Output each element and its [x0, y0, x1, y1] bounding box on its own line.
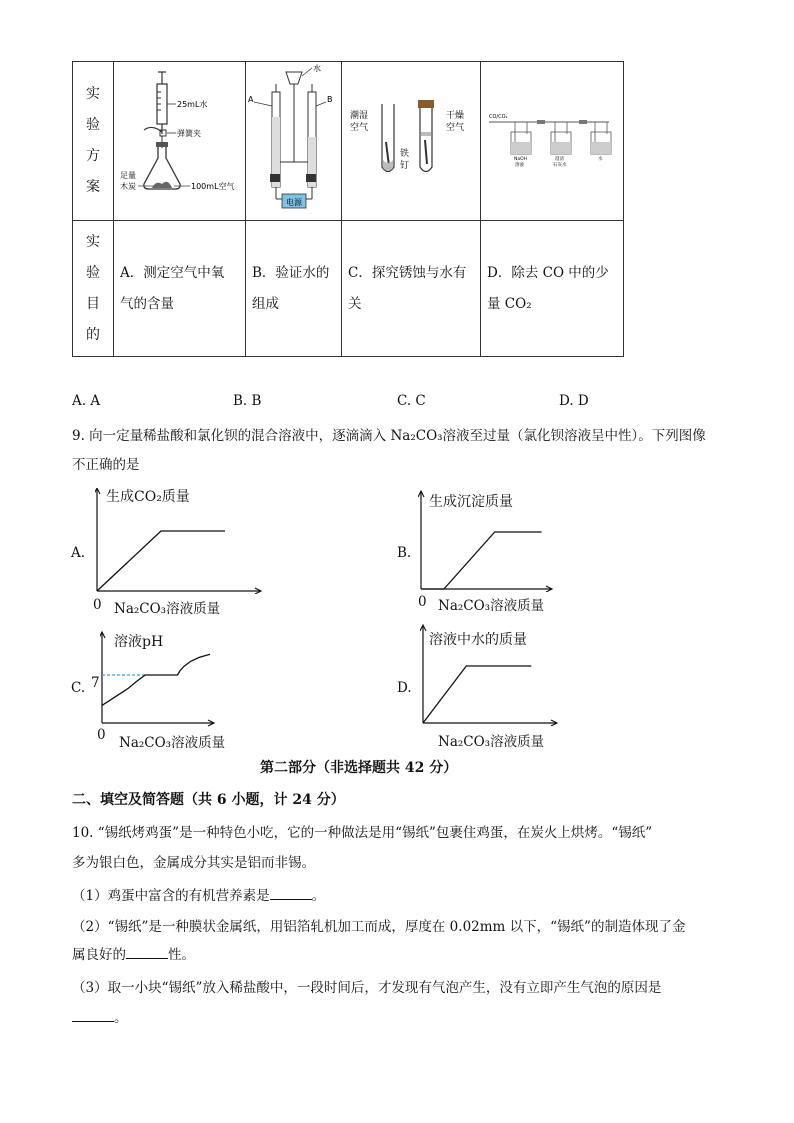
svg-text:石灰水: 石灰水	[553, 163, 567, 168]
q8-option-c: C. C	[397, 393, 426, 409]
svg-text:足量: 足量	[120, 171, 136, 180]
chart-a-origin: 0	[93, 597, 102, 613]
q10-sub2-line1: （2）“锡纸”是一种膜状金属纸，用铝箔轧机加工而成，厚度在 0.02mm 以下，“锡纸”的制造体现了金	[72, 919, 686, 935]
purpose-a: A．测定空气中氧 气的含量	[114, 221, 246, 357]
svg-text:澄清: 澄清	[555, 157, 564, 162]
series-line	[102, 654, 210, 705]
apparatus-c-diagram	[342, 62, 480, 216]
apparatus-b-cell	[246, 62, 342, 221]
purpose-b: B．验证水的 组成	[246, 221, 342, 357]
chart-a-ylabel: 生成CO₂质量	[106, 489, 190, 505]
apparatus-c-cell	[342, 62, 481, 221]
chart-c-tick-7: 7	[91, 675, 100, 691]
q8-option-d: D. D	[559, 393, 589, 409]
chart-a-xlabel: Na₂CO₃溶液质量	[114, 601, 221, 617]
svg-text:NaOH: NaOH	[514, 157, 528, 162]
experiment-table	[72, 61, 624, 357]
svg-text:空气: 空气	[350, 123, 369, 133]
q9-stem-line1: 9. 向一定量稀盐酸和氯化钡的混合溶液中，逐滴滴入 Na₂CO₃溶液至过量（氯化钡溶液呈中性）。下列图像	[72, 428, 706, 444]
q8-option-b: B. B	[233, 393, 262, 409]
q10-sub2-line2: 属良好的 性。	[72, 947, 195, 963]
svg-text:CO/CO₂: CO/CO₂	[489, 114, 508, 120]
chart-b-origin: 0	[418, 594, 427, 610]
series-line	[421, 532, 542, 589]
svg-text:溶液: 溶液	[515, 163, 524, 168]
q10-stem-line2: 多为银白色，金属成分其实是铝而非锡。	[72, 855, 315, 871]
svg-text:水: 水	[598, 157, 603, 162]
svg-text:干燥: 干燥	[446, 111, 465, 121]
series-line	[423, 666, 531, 723]
svg-text:潮湿: 潮湿	[350, 111, 369, 121]
svg-text:水: 水	[313, 64, 321, 73]
svg-text:B: B	[327, 95, 333, 104]
svg-text:A: A	[248, 95, 254, 104]
q10-stem-line1: 10. “锡纸烤鸡蛋”是一种特色小吃，它的一种做法是用“锡纸”包裹住鸡蛋，在炭火上烘烤。“锡纸”	[72, 825, 653, 841]
chart-d-option: D.	[397, 680, 412, 696]
q10-sub3-line1: （3）取一小块“锡纸”放入稀盐酸中，一段时间后，才发现有气泡产生，没有立即产生气泡的原因是	[72, 980, 662, 996]
svg-text:木炭: 木炭	[120, 182, 136, 191]
section2-title: 二、填空及简答题（共 6 小题，计 24 分）	[72, 792, 345, 808]
answer-blank[interactable]	[270, 887, 312, 900]
answer-blank[interactable]	[72, 1009, 114, 1022]
q8-option-a: A. A	[72, 393, 101, 409]
svg-text:空气: 空气	[446, 123, 465, 133]
svg-text:电源: 电源	[286, 198, 302, 207]
chart-b-option: B.	[397, 545, 412, 561]
chart-b-xlabel: Na₂CO₃溶液质量	[438, 598, 545, 614]
series-line	[97, 531, 225, 591]
svg-text:铁: 铁	[400, 149, 410, 159]
chart-d-ylabel: 溶液中水的质量	[429, 632, 527, 648]
chart-d-xlabel: Na₂CO₃溶液质量	[438, 734, 545, 750]
q9-stem-line2: 不正确的是	[72, 457, 140, 473]
svg-text:钉: 钉	[400, 161, 410, 171]
svg-text:弹簧夹: 弹簧夹	[177, 129, 201, 138]
purpose-d: D．除去 CO 中的少 量 CO₂	[481, 221, 624, 357]
chart-a-option: A.	[71, 545, 86, 561]
apparatus-d-cell	[481, 62, 624, 221]
q10-sub1: （1）鸡蛋中富含的有机营养素是 。	[72, 888, 326, 904]
answer-blank[interactable]	[126, 946, 168, 959]
chart-d	[420, 622, 560, 726]
chart-c-origin: 0	[97, 727, 106, 743]
apparatus-d-diagram	[481, 62, 623, 216]
chart-a	[95, 488, 265, 594]
apparatus-a-diagram	[114, 62, 245, 216]
part2-title: 第二部分（非选择题共 42 分）	[260, 760, 458, 776]
chart-c-ylabel: 溶液pH	[114, 634, 164, 650]
purpose-c: C．探究锈蚀与水有 关	[342, 221, 481, 357]
chart-b	[418, 488, 558, 592]
svg-text:100mL空气: 100mL空气	[191, 182, 235, 191]
chart-c	[100, 625, 240, 727]
chart-c-xlabel: Na₂CO₃溶液质量	[119, 735, 226, 751]
row-header-purpose: 实 验 目 的	[73, 221, 114, 357]
svg-text:25mL水: 25mL水	[177, 100, 208, 109]
apparatus-a-cell	[114, 62, 246, 221]
row-header-scheme: 实 验 方 案	[73, 62, 114, 221]
apparatus-b-diagram	[246, 62, 341, 216]
chart-c-option: C.	[71, 680, 86, 696]
chart-b-ylabel: 生成沉淀质量	[429, 494, 513, 510]
q10-sub3-line2: 。	[72, 1006, 128, 1026]
